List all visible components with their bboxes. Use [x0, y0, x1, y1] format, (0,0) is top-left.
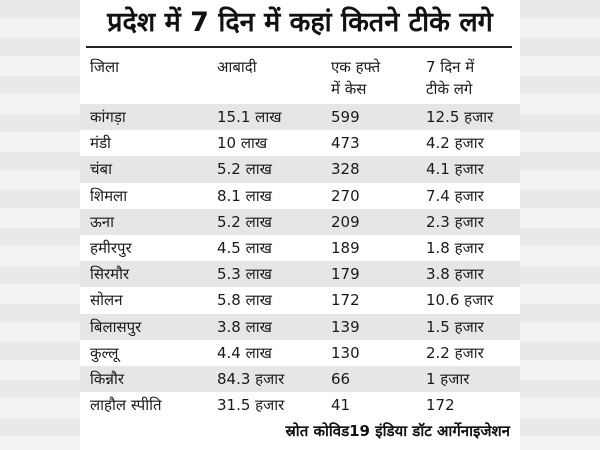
table-row [80, 261, 520, 287]
district-cell: किन्नौर [90, 369, 124, 388]
header-district: जिला [90, 58, 120, 76]
header-vaccines-line2: टीके लगे [426, 80, 473, 98]
vaccines-cell: 172 [426, 396, 455, 415]
vaccines-cell: 3.8 हजार [426, 265, 484, 284]
table-row [80, 104, 520, 130]
population-cell: 5.3 लाख [217, 265, 272, 284]
table-row [80, 183, 520, 209]
data-table [80, 104, 520, 418]
vaccines-cell: 1.5 हजार [426, 317, 484, 336]
vaccines-cell: 1 हजार [426, 369, 470, 388]
district-cell: हमीरपुर [90, 238, 132, 257]
population-cell: 5.8 लाख [217, 291, 272, 310]
cases-cell: 41 [331, 396, 351, 415]
cases-cell: 270 [331, 186, 360, 205]
vaccines-cell: 7.4 हजार [426, 186, 484, 205]
vaccines-cell: 10.6 हजार [426, 291, 494, 310]
vaccines-cell: 4.1 हजार [426, 160, 484, 179]
title-divider [86, 46, 512, 48]
district-cell: सिरमौर [90, 265, 130, 284]
cases-cell: 473 [331, 134, 360, 153]
district-cell: बिलासपुर [90, 317, 142, 336]
population-cell: 4.4 लाख [217, 343, 272, 362]
cases-cell: 179 [331, 265, 360, 284]
vaccines-cell: 1.8 हजार [426, 238, 484, 257]
population-cell: 15.1 लाख [217, 108, 282, 126]
cases-cell: 130 [331, 343, 360, 362]
header-cases-line2: में केस [331, 80, 367, 98]
cases-cell: 209 [331, 212, 360, 231]
table-row [80, 287, 520, 313]
district-cell: कांगड़ा [90, 108, 126, 126]
page-title: प्रदेश में 7 दिन में कहां कितने टीके लगे [80, 2, 520, 44]
population-cell: 84.3 हजार [217, 369, 285, 388]
table-row [80, 130, 520, 156]
header-vaccines-line1: 7 दिन में [426, 58, 475, 76]
source-note: स्रोत कोविड19 इंडिया डॉट आर्गेनाइजेशन [285, 422, 510, 440]
table-header [80, 52, 520, 100]
header-cases [331, 56, 380, 100]
district-cell: सोलन [90, 291, 123, 310]
table-row [80, 235, 520, 261]
header-population: आबादी [217, 58, 257, 76]
vaccines-cell: 12.5 हजार [426, 108, 494, 126]
vaccines-cell: 4.2 हजार [426, 134, 484, 153]
population-cell: 5.2 लाख [217, 160, 272, 179]
infographic-card [80, 0, 520, 450]
vaccines-cell: 2.2 हजार [426, 343, 484, 362]
vaccines-cell: 2.3 हजार [426, 212, 484, 231]
population-cell: 8.1 लाख [217, 186, 272, 205]
population-cell: 31.5 हजार [217, 396, 285, 415]
population-cell: 4.5 लाख [217, 238, 272, 257]
table-row [80, 156, 520, 182]
cases-cell: 599 [331, 108, 360, 126]
cases-cell: 189 [331, 238, 360, 257]
population-cell: 3.8 लाख [217, 317, 272, 336]
district-cell: लाहौल स्पीति [90, 396, 162, 415]
table-row [80, 314, 520, 340]
cases-cell: 139 [331, 317, 360, 336]
header-vaccines [426, 56, 474, 100]
district-cell: कुल्लू [90, 343, 119, 362]
district-cell: शिमला [90, 186, 128, 205]
population-cell: 5.2 लाख [217, 212, 272, 231]
cases-cell: 172 [331, 291, 360, 310]
table-row [80, 392, 520, 418]
population-cell: 10 लाख [217, 134, 268, 153]
table-row [80, 340, 520, 366]
table-row [80, 209, 520, 235]
district-cell: मंडी [90, 134, 111, 153]
header-cases-line1: एक हफ्ते [331, 58, 381, 76]
district-cell: चंबा [90, 160, 112, 179]
cases-cell: 328 [331, 160, 360, 179]
cases-cell: 66 [331, 369, 351, 388]
district-cell: ऊना [90, 212, 114, 231]
table-row [80, 366, 520, 392]
